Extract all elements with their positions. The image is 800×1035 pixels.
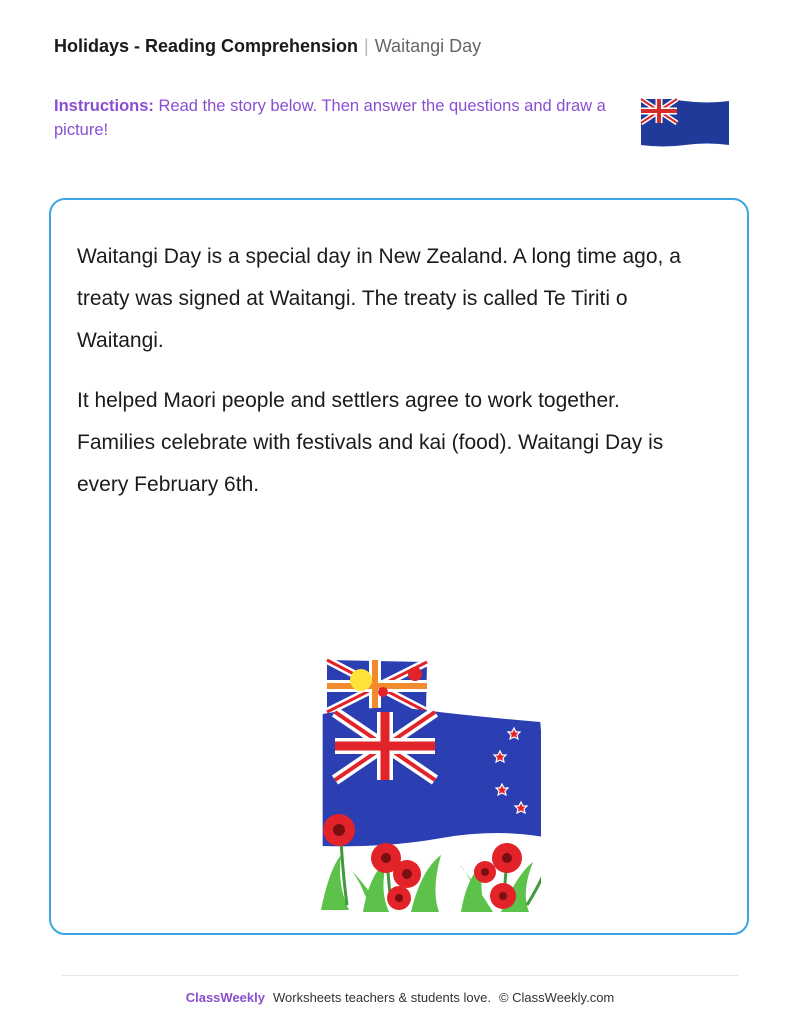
footer-tagline: Worksheets teachers & students love. bbox=[272, 990, 491, 1005]
instructions bbox=[54, 94, 614, 142]
footer-brand: ClassWeekly bbox=[185, 990, 265, 1005]
story-box bbox=[49, 198, 749, 935]
flag-and-poppies-illustration bbox=[271, 650, 541, 920]
story-paragraph-1: Waitangi Day is a special day in New Zealand. A long time ago, a treaty was signed at Waitangi. The treaty is called Te Tiriti o Waitangi. bbox=[77, 245, 681, 352]
new-zealand-flag-icon bbox=[639, 97, 731, 147]
union-jack-small-flag bbox=[327, 660, 427, 712]
page-subtitle: Waitangi Day bbox=[374, 36, 482, 56]
title-separator: | bbox=[364, 36, 369, 56]
story-text bbox=[77, 236, 697, 506]
new-zealand-flag-large bbox=[323, 708, 541, 847]
footer bbox=[0, 990, 800, 1005]
story-paragraph-2: It helped Maori people and settlers agree to work together. Families celebrate with festivals and kai (food). Waitangi Day is every February 6th. bbox=[77, 389, 664, 496]
instructions-text: Read the story below. Then answer the questions and draw a picture! bbox=[54, 97, 606, 139]
footer-copyright: © ClassWeekly.com bbox=[498, 990, 615, 1005]
page-title: Holidays - Reading Comprehension bbox=[54, 36, 359, 56]
instructions-label: Instructions: bbox=[54, 97, 154, 115]
page-header bbox=[54, 36, 481, 57]
footer-divider bbox=[62, 975, 738, 976]
